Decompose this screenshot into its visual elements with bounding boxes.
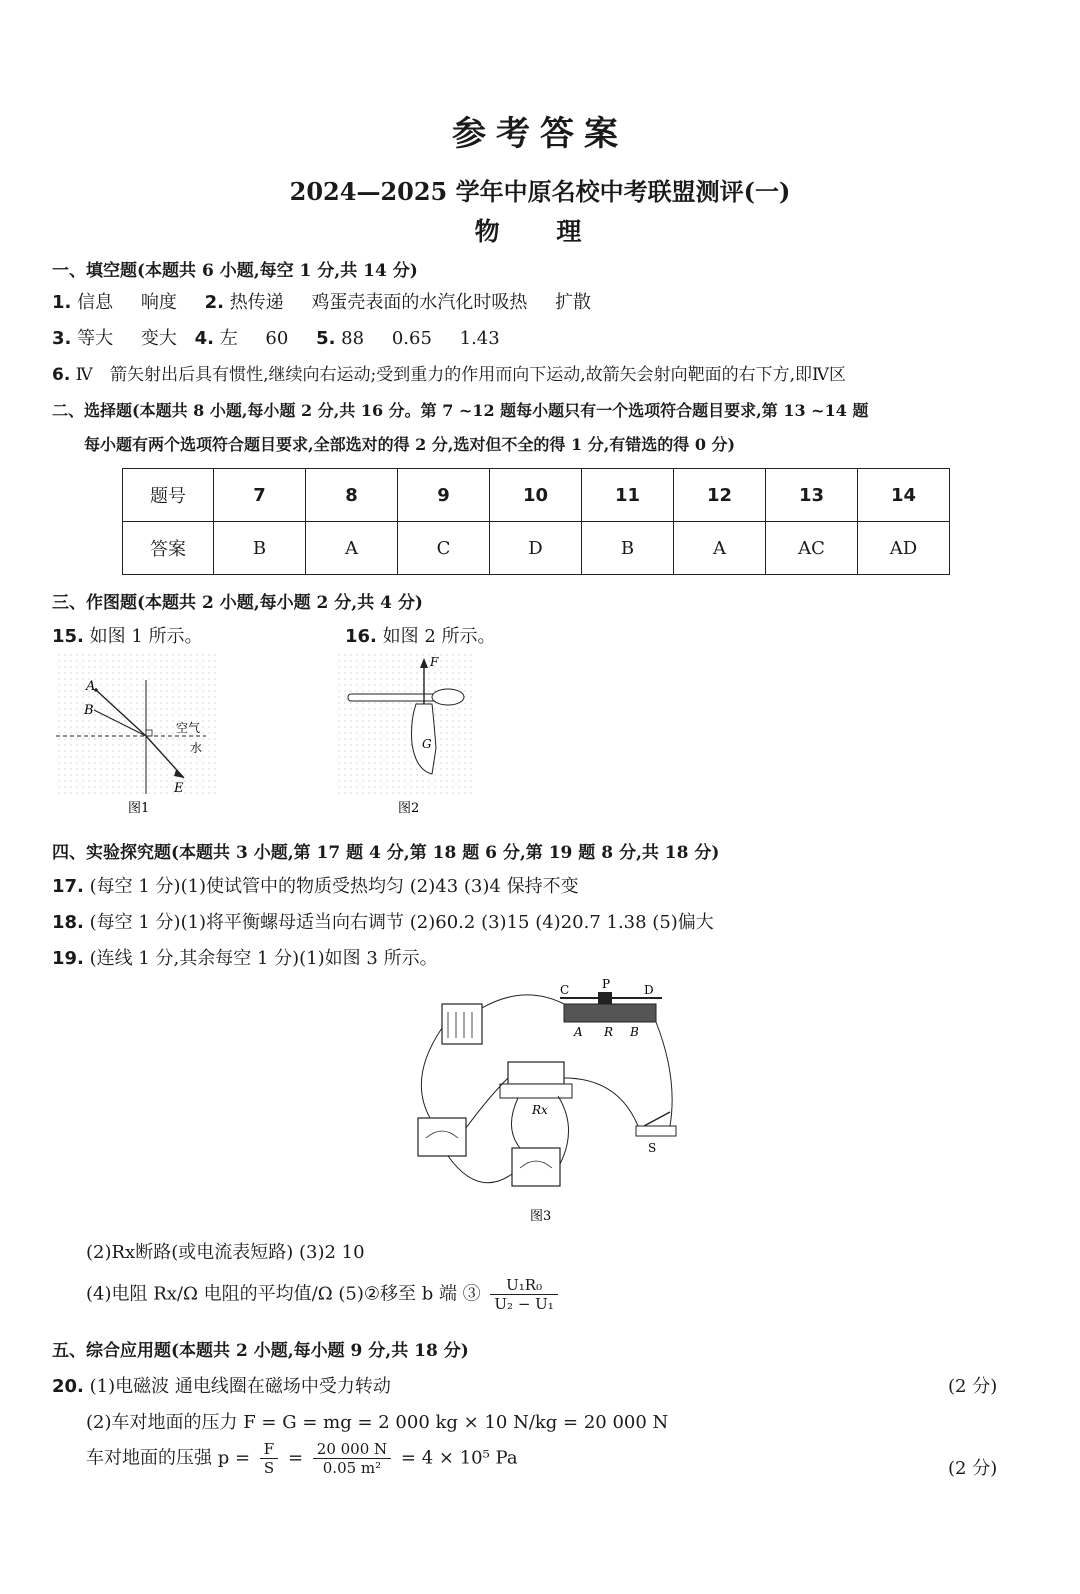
answer-table [122,468,950,575]
wire [482,995,564,1008]
table-cell: 7 [214,469,306,522]
q15-line: 15. 如图 1 所示。 [52,626,203,647]
wire [656,1022,672,1126]
label-rx: Rx [532,1103,548,1117]
table-cell: 13 [766,469,858,522]
fraction: $\frac{F}{S}$ [260,1440,278,1477]
q19-line: 19. (连线 1 分,其余每空 1 分)(1)如图 3 所示。 [52,948,438,969]
table-cell: 8 [306,469,398,522]
table-cell: 9 [398,469,490,522]
grid-background [336,652,476,797]
wire [511,1098,520,1148]
table-cell: AC [766,522,858,575]
wire [564,1078,638,1126]
resistor-base [500,1084,572,1098]
rheostat-icon [564,1004,656,1022]
table-cell: A [306,522,398,575]
section2-heading-line1: 二、选择题(本题共 8 小题,每小题 2 分,共 16 分。第 7 ~12 题每小题只有一个选项符合题目要求,第 13 ~14 题 [52,401,869,420]
spoon-handle [348,694,436,701]
table-row [123,522,950,575]
figure-1-refraction [56,652,216,818]
q18-line: 18. (每空 1 分)(1)将平衡螺母适当向右调节 (2)60.2 (3)15 (4)20.7 1.38 (5)偏大 [52,912,714,933]
answer-line-1: 1. 信息 响度 2. 热传递 鸡蛋壳表面的水汽化时吸热 扩散 [52,292,592,313]
label-b: B [630,1025,639,1039]
table-row [123,469,950,522]
table-cell: B [214,522,306,575]
label-a: A [574,1025,583,1039]
table-header-cell: 答案 [123,522,214,575]
q19-part2: (2)Rx断路(或电流表短路) (3)2 10 [86,1242,365,1263]
page-title: 参考答案 [452,114,628,154]
q19-part4: (4)电阻 Rx/Ω 电阻的平均值/Ω (5)②移至 b 端 ③ $\frac{\text{U₁R₀}}{\text{U₂ − U₁}}$ [86,1276,562,1313]
table-cell: 12 [674,469,766,522]
q16-line: 16. 如图 2 所示。 [345,626,496,647]
label-e: E [174,781,184,796]
table-cell: 14 [858,469,950,522]
resistor-rx-icon [508,1062,564,1084]
label-p: P [602,978,611,991]
exam-subtitle: 2024—2025 学年中原名校中考联盟测评(一) [289,177,791,206]
fraction: $\frac{\text{U₁R₀}}{\text{U₂ − U₁}}$ [490,1276,557,1313]
table-cell: C [398,522,490,575]
label-b: B [84,703,94,718]
answer-line-3: 6. Ⅳ 箭矢射出后具有惯性,继续向右运动;受到重力的作用而向下运动,故箭矢会射向靶面的右下方,即Ⅳ区 [52,365,847,385]
label-s: S [648,1141,657,1155]
label-c: C [560,983,570,997]
section2-heading-line2: 每小题有两个选项符合题目要求,全部选对的得 2 分,选对但不全的得 1 分,有错选的得 0 分) [84,435,736,454]
figure-3-circuit [408,978,678,1226]
label-f: F [430,655,439,669]
section5-heading: 五、综合应用题(本题共 2 小题,每小题 9 分,共 18 分) [52,1341,469,1361]
label-water: 水 [190,741,203,755]
table-cell: 11 [582,469,674,522]
ammeter-icon [418,1118,466,1156]
figure-3-caption: 图3 [530,1209,552,1224]
table-cell: B [582,522,674,575]
wire [421,1028,442,1118]
spoon-bowl [432,689,464,705]
table-header-cell: 题号 [123,469,214,522]
switch-icon [636,1126,676,1136]
label-g: G [422,737,432,751]
figure-2-caption: 图2 [398,801,420,816]
table-cell: 10 [490,469,582,522]
score-label: (2 分) [948,1376,998,1397]
answer-line-2: 3. 等大 变大 4. 左 60 5. 88 0.65 1.43 [52,328,500,349]
table-cell: A [674,522,766,575]
rheostat-slider [598,992,612,1004]
figure-2-spoon [336,652,476,818]
section3-heading: 三、作图题(本题共 2 小题,每小题 2 分,共 4 分) [52,593,423,613]
voltmeter-icon [512,1148,560,1186]
switch-lever [644,1112,670,1126]
label-r: R [604,1025,614,1039]
figure-1-caption: 图1 [128,801,150,816]
q20-part2: (2)车对地面的压力 F = G = mg = 2 000 kg × 10 N/kg = 20 000 N [86,1412,669,1433]
section4-heading: 四、实验探究题(本题共 3 小题,第 17 题 4 分,第 18 题 6 分,第 19 题 8 分,共 18 分) [52,843,720,863]
label-air: 空气 [176,721,201,735]
label-d: D [644,983,654,997]
table-cell: D [490,522,582,575]
score-label: (2 分) [948,1458,998,1479]
q17-line: 17. (每空 1 分)(1)使试管中的物质受热均匀 (2)43 (3)4 保持不变 [52,876,579,897]
table-cell: AD [858,522,950,575]
wire [448,1156,512,1183]
q20-part1: 20. (1)电磁波 通电线圈在磁场中受力转动 [52,1376,391,1397]
section1-heading: 一、填空题(本题共 6 小题,每空 1 分,共 14 分) [52,261,418,281]
q20-part3: 车对地面的压强 p = $\frac{F}{S}$ = $\frac{20 000 N}{\text{0.05 m²}}$ = 4 × 10⁵ Pa [86,1440,518,1477]
subject-title: 物 理 [474,217,606,246]
fraction: $\frac{20 000 N}{\text{0.05 m²}}$ [313,1440,391,1477]
label-a: A [86,679,96,694]
